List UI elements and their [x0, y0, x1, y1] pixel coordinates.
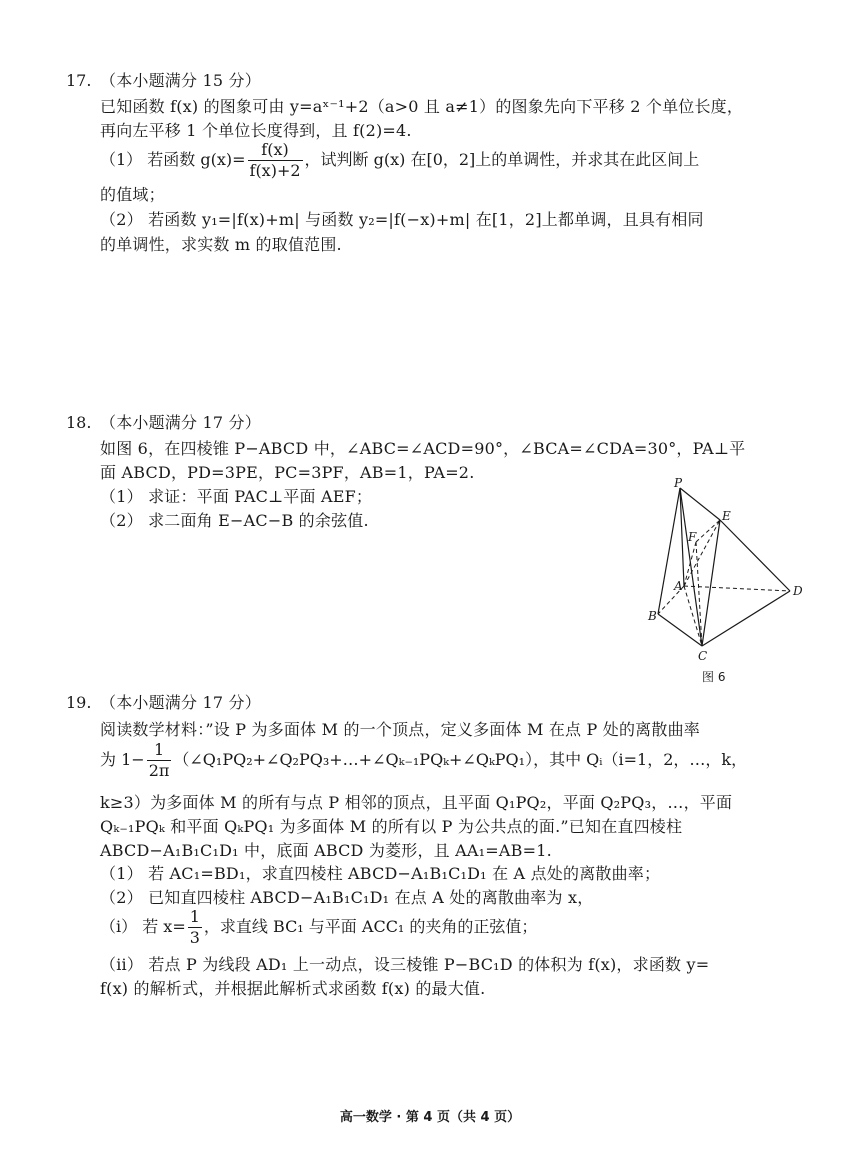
question-text: 再向左平移 1 个单位长度得到，且 f(2)=4.	[100, 121, 412, 140]
label-F: F	[688, 530, 697, 544]
sub-question-text: （i） 若 x=	[100, 917, 186, 936]
question-text: Qₖ₋₁PQₖ 和平面 QₖPQ₁ 为多面体 M 的所有以 P 为公共点的面.”已知在直四棱柱	[100, 817, 683, 836]
sub-question-text: 的单调性，求实数 m 的取值范围.	[100, 235, 342, 254]
fraction-numerator: f(x)	[248, 140, 303, 161]
question-text: （∠Q₁PQ₂+∠Q₂PQ₃+…+∠Qₖ₋₁PQₖ+∠QₖPQ₁），其中 Qᵢ（i=1，2，…，k，	[173, 750, 748, 769]
figure-caption: 图 6	[702, 670, 726, 684]
sub-question-text: ，求直线 BC₁ 与平面 ACC₁ 的夹角的正弦值；	[203, 917, 538, 936]
sub-question-2-ii: （ii） 若点 P 为线段 AD₁ 上一动点，设三棱锥 P−BC₁D 的体积为 f(x)，求函数 y=	[100, 955, 710, 974]
question-text: 阅读数学材料：”设 P 为多面体 M 的一个顶点，定义多面体 M 在点 P 处的离散曲率	[100, 720, 700, 739]
sub-question-2: （2） 求二面角 E−AC−B 的余弦值.	[100, 511, 369, 530]
question-header: （本小题满分 17 分）	[100, 413, 261, 432]
question-text: 面 ABCD，PD=3PE，PC=3PF，AB=1，PA=2.	[100, 463, 475, 482]
fraction	[188, 907, 202, 948]
question-text: 已知函数 f(x) 的图象可由 y=aˣ⁻¹+2（a>0 且 a≠1）的图象先向下平移 2 个单位长度，	[100, 97, 744, 116]
question-text: ABCD−A₁B₁C₁D₁ 中，底面 ABCD 为菱形，且 AA₁=AB=1.	[100, 841, 552, 860]
fraction-denominator: 2π	[148, 761, 170, 780]
sub-question-2: （2） 若函数 y₁=|f(x)+m| 与函数 y₂=|f(−x)+m| 在[1，2]上都单调，且具有相同	[100, 210, 704, 229]
sub-question-text: ，试判断 g(x) 在[0，2]上的单调性，并求其在此区间上	[304, 150, 700, 169]
label-C: C	[698, 649, 708, 663]
question-text: 为 1−	[100, 750, 145, 769]
fraction-numerator: 1	[147, 740, 172, 761]
fraction	[248, 140, 303, 181]
label-E: E	[722, 509, 731, 523]
fraction-numerator: 1	[189, 907, 200, 926]
sub-question-1: （1） 若 AC₁=BD₁，求直四棱柱 ABCD−A₁B₁C₁D₁ 在 A 点处的离散曲率；	[100, 864, 661, 883]
sub-question-2: （2） 已知直四棱柱 ABCD−A₁B₁C₁D₁ 在点 A 处的离散曲率为 x，	[100, 888, 594, 907]
sub-question-2-i	[100, 907, 537, 948]
sub-question-1	[100, 140, 699, 181]
curvature-formula	[100, 740, 747, 781]
question-header: （本小题满分 17 分）	[100, 693, 261, 712]
fraction	[147, 740, 172, 781]
question-number: 17.	[66, 71, 92, 90]
fraction-denominator: 3	[189, 928, 200, 947]
sub-question-text: 的值域；	[100, 185, 165, 204]
sub-question-text: （1） 若函数 g(x)=	[100, 150, 246, 169]
question-text: k≥3）为多面体 M 的所有与点 P 相邻的顶点，且平面 Q₁PQ₂，平面 Q₂PQ₃，…，平面	[100, 793, 733, 812]
label-A: A	[674, 579, 683, 593]
sub-question-1: （1） 求证：平面 PAC⊥平面 AEF；	[100, 487, 373, 506]
question-header: （本小题满分 15 分）	[100, 71, 261, 90]
label-P: P	[674, 478, 683, 490]
sub-question-text: f(x) 的解析式，并根据此解析式求函数 f(x) 的最大值.	[100, 979, 486, 998]
question-text: 如图 6，在四棱锥 P−ABCD 中，∠ABC=∠ACD=90°，∠BCA=∠CDA=30°，PA⊥平	[100, 439, 746, 458]
label-D: D	[793, 584, 803, 598]
label-B: B	[648, 609, 657, 623]
fraction-denominator: f(x)+2	[249, 161, 301, 180]
question-number: 18.	[66, 413, 92, 432]
page-footer: 高一数学 · 第 4 页（共 4 页）	[339, 1110, 521, 1125]
pyramid-figure	[640, 478, 820, 688]
question-number: 19.	[66, 693, 92, 712]
